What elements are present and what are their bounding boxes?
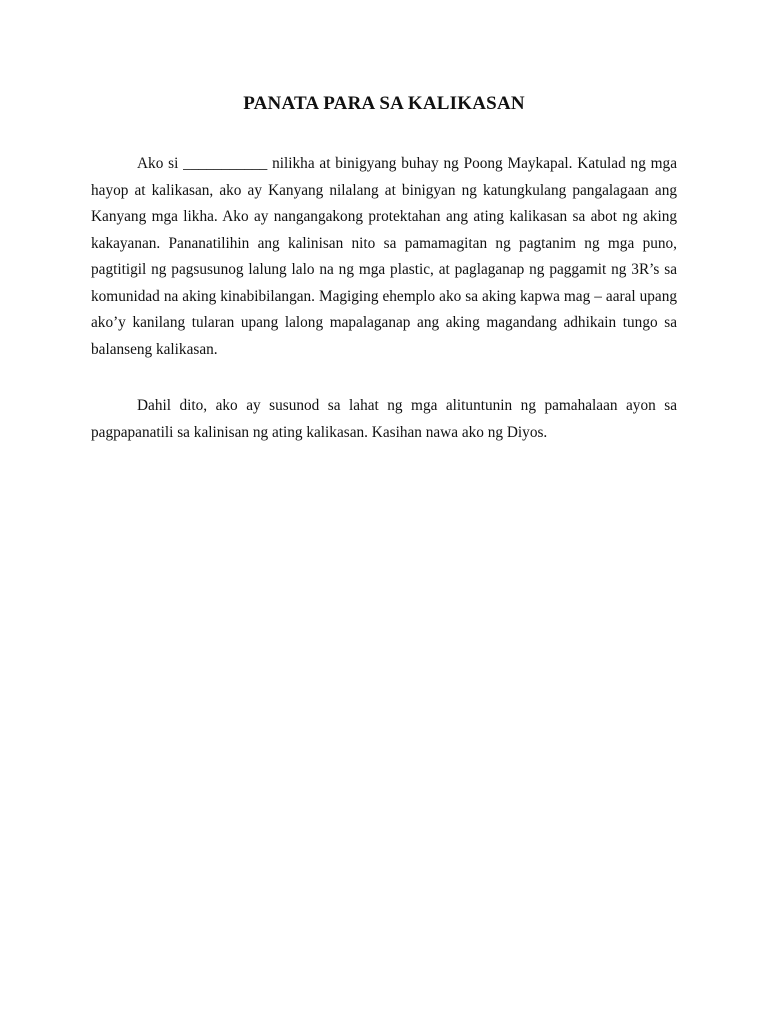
paragraph-text: Dahil dito, ako ay susunod sa lahat ng mga alituntunin ng pamahalaan ayon sa pagpapanatili sa kalinisan ng ating kalikasan. Kasihan nawa ako ng Diyos. (91, 397, 677, 441)
document-title: PANATA PARA SA KALIKASAN (243, 93, 525, 114)
paragraph-pledge (91, 151, 677, 363)
paragraph-closing (91, 393, 677, 446)
paragraph-text: Ako si ___________ nilikha at binigyang buhay ng Poong Maykapal. Katulad ng mga hayop at kalikasan, ako ay Kanyang nilalang at binigyan ng katungkulang pangalagaan ang Kanyang mga likha. Ako ay nangangakong protektahan ang ating kalikasan sa abot ng aking kakayanan. Pananatilihin ang kalinisan nito sa pamamagitan ng pagtanim ng mga puno, pagtitigil ng pagsusunog lalung lalo na ng mga plastic, at paglaganap ng paggamit ng 3R’s sa komunidad na aking kinabibilangan. Magiging ehemplo ako sa aking kapwa mag – aaral upang ako’y kanilang tularan upang lalong mapalaganap ang aking magandang adhikain tungo sa balanseng kalikasan. (91, 155, 677, 358)
